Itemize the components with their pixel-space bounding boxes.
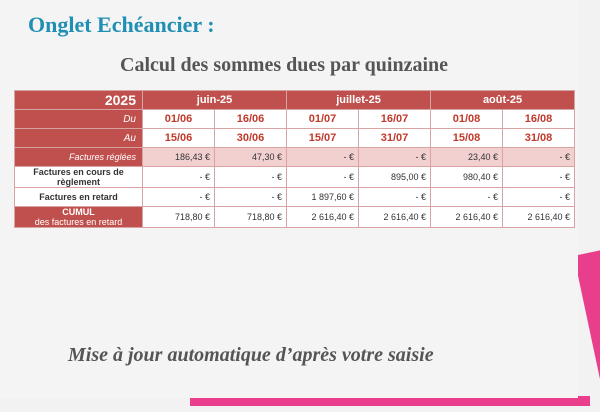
du-cell: 16/06 bbox=[215, 110, 287, 129]
value-cell: - € bbox=[359, 148, 431, 167]
year-cell: 2025 bbox=[15, 91, 143, 110]
row-label: Factures en retard bbox=[15, 188, 143, 207]
du-row bbox=[15, 110, 575, 129]
value-cell: - € bbox=[503, 148, 575, 167]
value-cell: - € bbox=[503, 167, 575, 188]
table-row bbox=[15, 207, 575, 228]
value-cell: - € bbox=[431, 188, 503, 207]
value-cell: 718,80 € bbox=[215, 207, 287, 228]
au-cell: 30/06 bbox=[215, 129, 287, 148]
au-cell: 15/07 bbox=[287, 129, 359, 148]
value-cell: 2 616,40 € bbox=[503, 207, 575, 228]
au-row bbox=[15, 129, 575, 148]
au-cell: 15/06 bbox=[143, 129, 215, 148]
value-cell: 980,40 € bbox=[431, 167, 503, 188]
du-cell: 16/07 bbox=[359, 110, 431, 129]
month-header: août-25 bbox=[431, 91, 575, 110]
slide-subtitle: Calcul des sommes dues par quinzaine bbox=[120, 54, 449, 76]
value-cell: 2 616,40 € bbox=[431, 207, 503, 228]
du-cell: 01/08 bbox=[431, 110, 503, 129]
value-cell: 718,80 € bbox=[143, 207, 215, 228]
table-row bbox=[15, 167, 575, 188]
value-cell: - € bbox=[215, 188, 287, 207]
du-cell: 16/08 bbox=[503, 110, 575, 129]
footer-caption: Mise à jour automatique d’après votre saisie bbox=[68, 344, 434, 366]
row-label-line2: des factures en retard bbox=[34, 217, 123, 227]
month-header: juin-25 bbox=[143, 91, 287, 110]
value-cell: 47,30 € bbox=[215, 148, 287, 167]
value-cell: - € bbox=[359, 188, 431, 207]
value-cell: - € bbox=[503, 188, 575, 207]
value-cell: - € bbox=[287, 148, 359, 167]
value-cell: 186,43 € bbox=[143, 148, 215, 167]
table-row bbox=[15, 148, 575, 167]
value-cell: 23,40 € bbox=[431, 148, 503, 167]
au-cell: 31/07 bbox=[359, 129, 431, 148]
value-cell: 1 897,60 € bbox=[287, 188, 359, 207]
header-row bbox=[15, 91, 575, 110]
au-cell: 31/08 bbox=[503, 129, 575, 148]
row-label bbox=[15, 167, 143, 188]
row-label bbox=[15, 207, 143, 228]
table-row bbox=[15, 188, 575, 207]
value-cell: 2 616,40 € bbox=[287, 207, 359, 228]
au-label: Au bbox=[15, 129, 143, 148]
row-label: Factures réglées bbox=[15, 148, 143, 167]
value-cell: - € bbox=[215, 167, 287, 188]
value-cell: 895,00 € bbox=[359, 167, 431, 188]
value-cell: 2 616,40 € bbox=[359, 207, 431, 228]
value-cell: - € bbox=[143, 167, 215, 188]
du-cell: 01/07 bbox=[287, 110, 359, 129]
du-cell: 01/06 bbox=[143, 110, 215, 129]
row-label-line1: CUMUL bbox=[62, 207, 95, 217]
month-header: juillet-25 bbox=[287, 91, 431, 110]
value-cell: - € bbox=[143, 188, 215, 207]
du-label: Du bbox=[15, 110, 143, 129]
slide-title: Onglet Echéancier : bbox=[28, 12, 215, 37]
au-cell: 15/08 bbox=[431, 129, 503, 148]
value-cell: - € bbox=[287, 167, 359, 188]
row-label-line1: Factures en cours de bbox=[33, 167, 124, 177]
schedule-table bbox=[14, 90, 575, 228]
row-label-line2: règlement bbox=[56, 177, 100, 187]
